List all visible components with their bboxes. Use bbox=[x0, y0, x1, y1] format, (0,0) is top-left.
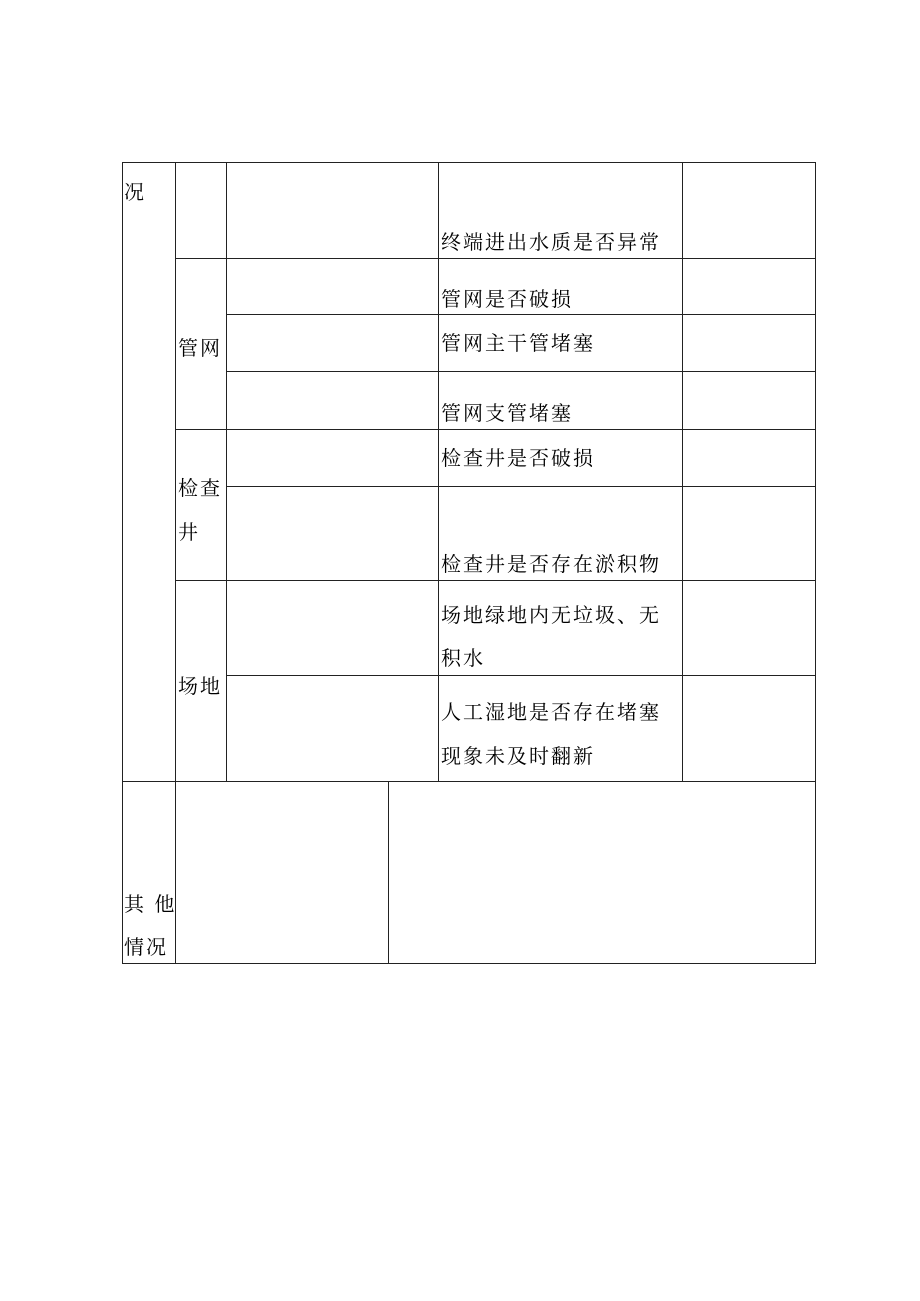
group-label-site: 场地 bbox=[178, 674, 222, 698]
section-label: 况 bbox=[124, 180, 146, 204]
other-result-cell bbox=[389, 782, 815, 963]
item-terminal-water-quality: 终端进出水质是否异常 bbox=[441, 230, 661, 254]
item-site-garbage-line2: 积水 bbox=[441, 646, 485, 670]
item-branch-pipe-blockage: 管网支管堵塞 bbox=[441, 401, 573, 425]
group-label-inspection-well: 检查井 bbox=[178, 476, 222, 544]
item-well-sediment: 检查井是否存在淤积物 bbox=[441, 552, 661, 576]
other-detail-cell bbox=[176, 782, 388, 963]
row-divider bbox=[226, 486, 816, 487]
other-label-line2: 情况 bbox=[124, 935, 168, 959]
table-border-bottom bbox=[122, 963, 816, 964]
item-well-damage: 检查井是否破损 bbox=[441, 446, 595, 470]
detail-cell bbox=[227, 163, 438, 258]
group-label-pipe-network: 管网 bbox=[178, 336, 222, 360]
item-wetland-blockage-line2: 现象未及时翻新 bbox=[441, 744, 595, 768]
result-cell bbox=[683, 163, 815, 258]
table-border-right bbox=[815, 162, 816, 964]
item-wetland-blockage-line1: 人工湿地是否存在堵塞 bbox=[441, 700, 661, 724]
table-border-left bbox=[122, 162, 123, 964]
column-divider bbox=[438, 162, 439, 781]
item-main-pipe-blockage: 管网主干管堵塞 bbox=[441, 331, 595, 355]
item-pipe-damage: 管网是否破损 bbox=[441, 287, 573, 311]
row-divider bbox=[226, 371, 816, 372]
item-site-garbage-line1: 场地绿地内无垃圾、无 bbox=[441, 603, 661, 627]
other-label-line1: 其 他 bbox=[124, 892, 177, 916]
row-divider bbox=[226, 675, 816, 676]
